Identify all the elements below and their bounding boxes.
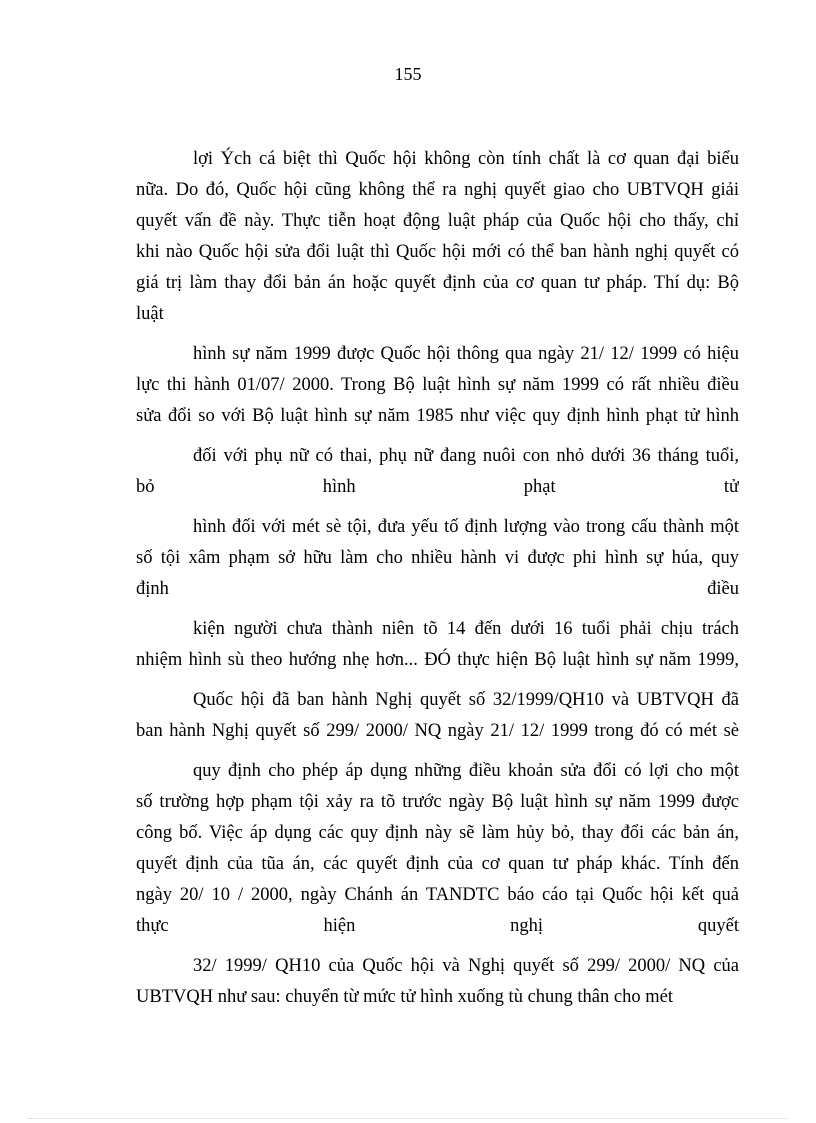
text-line: số trường hợp phạm tội xảy ra tõ trước ngày Bộ luật hình sự năm 1999 được [136, 792, 739, 812]
text-line: ban hành Nghị quyết số 299/ 2000/ NQ ngày 21/ 12/ 1999 trong đó có mét sè [136, 721, 739, 741]
page-number: 155 [394, 64, 422, 84]
text-line: UBTVQH như sau: chuyển từ mức tử hình xuống tù chung thân cho mét [136, 987, 673, 1007]
text-line: quyết vấn đề này. Thực tiễn hoạt động luật pháp của Quốc hội cho thấy, chỉ [136, 211, 739, 231]
text-line: hình đối với mét sè tội, đưa yếu tố định lượng vào trong cấu thành một [193, 517, 739, 537]
text-line: nhiệm hình sù theo hướng nhẹ hơn... ĐÓ thực hiện Bộ luật hình sự năm 1999, [136, 650, 739, 670]
text-line: hình sự năm 1999 được Quốc hội thông qua ngày 21/ 12/ 1999 có hiệu [193, 344, 739, 364]
page-bottom-rule [28, 1118, 788, 1119]
text-line: 32/ 1999/ QH10 của Quốc hội và Nghị quyết số 299/ 2000/ NQ của [193, 956, 739, 976]
text-line: sửa đổi so với Bộ luật hình sự năm 1985 như việc quy định hình phạt tử hình [136, 406, 739, 426]
text-line: khi nào Quốc hội sửa đổi luật thì Quốc hội mới có thể ban hành nghị quyết có [136, 242, 739, 262]
body-text [136, 144, 739, 1013]
text-line: số tội xâm phạm sở hữu làm cho nhiều hành vi được phi hình sự húa, quy [136, 548, 739, 568]
text-line: bỏ hình phạt tử [136, 477, 739, 497]
text-line: Quốc hội đã ban hành Nghị quyết số 32/1999/QH10 và UBTVQH đã [193, 690, 739, 710]
text-line: lợi Ých cá biệt thì Quốc hội không còn tính chất là cơ quan đại biểu [193, 149, 739, 169]
text-line: kiện người chưa thành niên tõ 14 đến dưới 16 tuổi phải chịu trách [193, 619, 739, 639]
text-line: luật [136, 304, 164, 324]
text-line: thực hiện nghị quyết [136, 916, 739, 936]
text-line: quyết định của tũa án, các quyết định của cơ quan tư pháp khác. Tính đến [136, 854, 739, 874]
text-line: lực thi hành 01/07/ 2000. Trong Bộ luật hình sự năm 1999 có rất nhiều điều [136, 375, 739, 395]
text-line: đối với phụ nữ có thai, phụ nữ đang nuôi con nhỏ dưới 36 tháng tuổi, [193, 446, 739, 466]
text-line: ngày 20/ 10 / 2000, ngày Chánh án TANDTC báo cáo tại Quốc hội kết quả [136, 885, 739, 905]
text-line: định điều [136, 579, 739, 599]
text-line: quy định cho phép áp dụng những điều khoản sửa đổi có lợi cho một [193, 761, 739, 781]
text-line: nữa. Do đó, Quốc hội cũng không thể ra nghị quyết giao cho UBTVQH giải [136, 180, 739, 200]
text-line: giá trị làm thay đổi bản án hoặc quyết định của cơ quan tư pháp. Thí dụ: Bộ [136, 273, 739, 293]
text-line: công bố. Việc áp dụng các quy định này sẽ làm hủy bỏ, thay đổi các bản án, [136, 823, 739, 843]
